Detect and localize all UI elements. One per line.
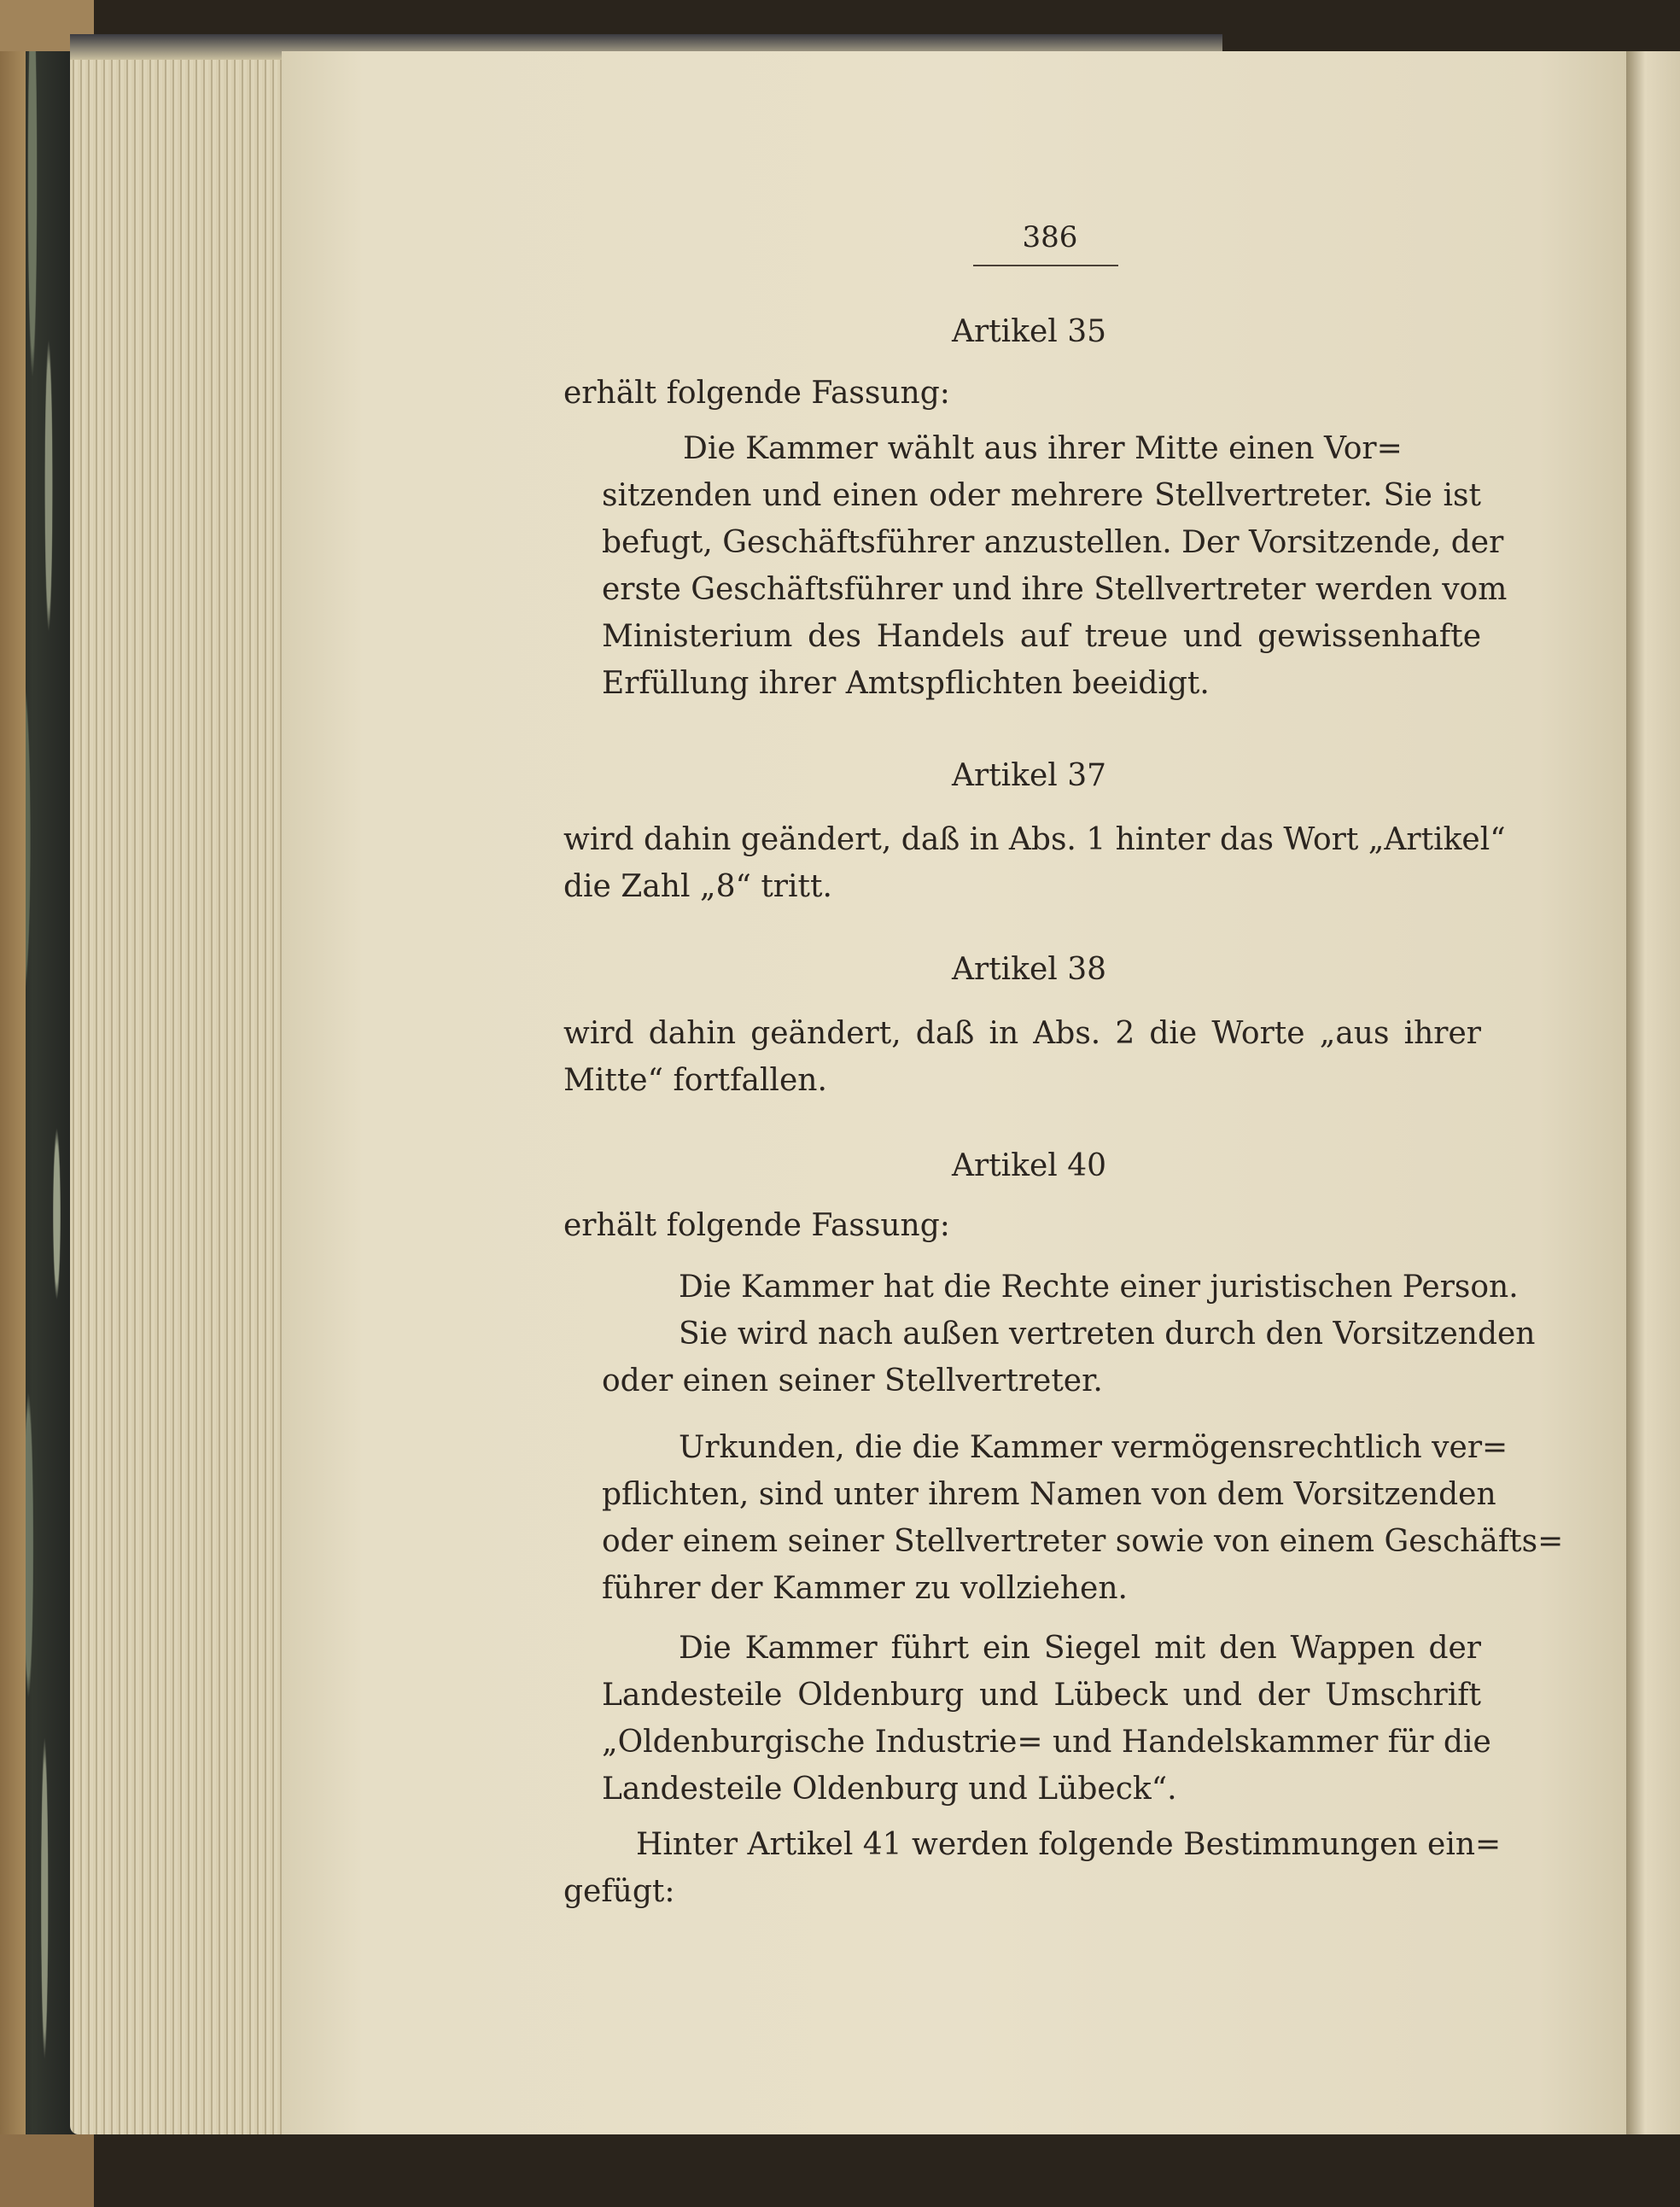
artikel-40-p3-line-2: Landesteile Oldenburg und Lübeck und der Umschrift [602,1678,1481,1713]
heading-artikel-38: Artikel 38 [952,952,1107,987]
heading-artikel-40: Artikel 40 [952,1148,1107,1183]
next-page-edge [1626,51,1680,2134]
intro-artikel-40: erhält folgende Fassung: [563,1208,950,1243]
artikel-37-line-1: wird dahin geändert, daß in Abs. 1 hinter das Wort „Artikel“ [563,822,1506,857]
artikel-38-line-1: wird dahin geändert, daß in Abs. 2 die Worte „aus ihrer [563,1016,1481,1051]
artikel-35-line-1: Die Kammer wählt aus ihrer Mitte einen Vor= [683,431,1403,466]
artikel-40-p2-line-1: Urkunden, die die Kammer vermögensrechtlich ver= [679,1430,1508,1465]
closing-line-2: gefügt: [563,1874,675,1909]
cloth-spine-edge [0,0,26,2207]
artikel-40-p2-line-4: führer der Kammer zu vollziehen. [602,1571,1128,1606]
heading-artikel-35: Artikel 35 [952,314,1107,349]
artikel-40-p3-line-3: „Oldenburgische Industrie= und Handelskammer für die [602,1725,1491,1760]
artikel-35-line-3: befugt, Geschäftsführer anzustellen. Der Vorsitzende, der [602,525,1504,560]
artikel-40-p1-line-1: Die Kammer hat die Rechte einer juristischen Person. [679,1270,1519,1305]
artikel-35-line-5: Ministerium des Handels auf treue und gewissenhafte [602,619,1481,654]
stacked-page-edges [70,51,299,2134]
artikel-40-p2-line-3: oder einem seiner Stellvertreter sowie von einem Geschäfts= [602,1524,1564,1559]
page-number-rule [973,265,1118,266]
page-number: 386 [1022,220,1078,254]
cloth-corner-bottom [0,2134,94,2207]
artikel-40-p3-line-1: Die Kammer führt ein Siegel mit den Wappen der [679,1631,1481,1666]
artikel-37-line-2: die Zahl „8“ tritt. [563,869,832,904]
heading-artikel-37: Artikel 37 [952,758,1107,793]
artikel-35-line-2: sitzenden und einen oder mehrere Stellvertreter. Sie ist [602,478,1481,513]
artikel-40-p1-line-3: oder einen seiner Stellvertreter. [602,1363,1103,1398]
artikel-35-line-6: Erfüllung ihrer Amtspflichten beeidigt. [602,666,1210,701]
closing-line-1: Hinter Artikel 41 werden folgende Bestimmungen ein= [636,1827,1502,1862]
artikel-40-p2-line-2: pflichten, sind unter ihrem Namen von dem Vorsitzenden [602,1477,1496,1512]
book-page [282,51,1648,2134]
intro-artikel-35: erhält folgende Fassung: [563,376,950,411]
artikel-35-line-4: erste Geschäftsführer und ihre Stellvertreter werden vom [602,572,1508,607]
artikel-38-line-2: Mitte“ fortfallen. [563,1063,827,1098]
artikel-40-p3-line-4: Landesteile Oldenburg und Lübeck“. [602,1772,1177,1807]
artikel-40-p1-line-2: Sie wird nach außen vertreten durch den Vorsitzenden [679,1317,1536,1352]
